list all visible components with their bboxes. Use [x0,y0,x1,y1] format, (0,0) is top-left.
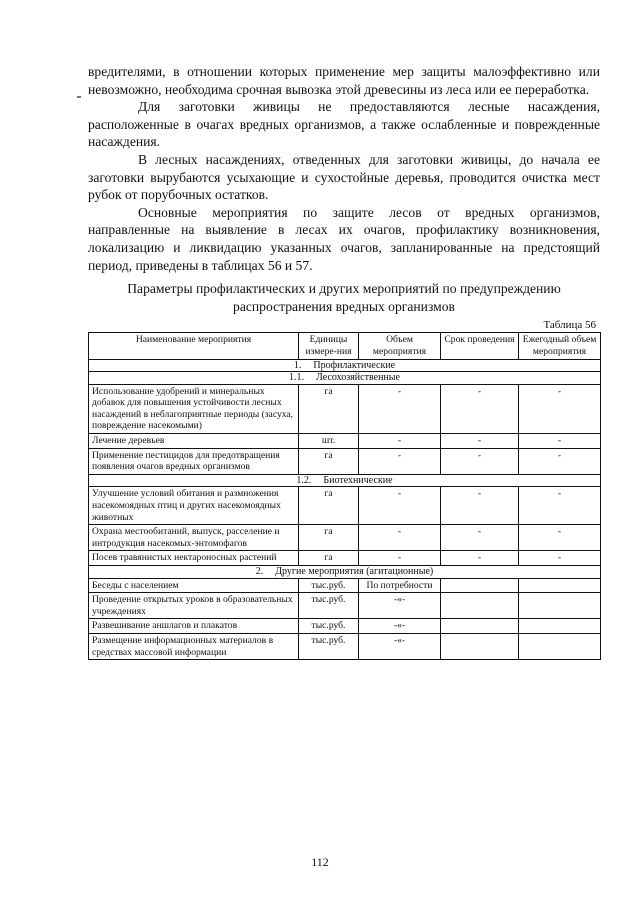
table-heading [88,280,600,315]
table-header-row [89,333,601,359]
cell-name: Проведение открытых уроков в образовательных учреждениях [89,593,299,619]
cell-unit: га [299,487,359,525]
table-row [89,551,601,566]
cell-annual [519,593,601,619]
cell-annual: - [519,384,601,433]
table-56 [88,332,601,660]
cell-term [441,633,519,659]
cell-volume: -«- [359,593,441,619]
cell-unit: тыс.руб. [299,619,359,634]
section-number: 1.1. [289,372,305,384]
cell-name: Размещение информационных материалов в средствах массовой информации [89,633,299,659]
cell-term: - [441,434,519,449]
header-volume: Объем мероприятия [359,333,441,359]
paragraph-2: Для заготовки живицы не предоставляются лесные насаждения, расположенные в очагах вредных организмов, а также ослабленные и поврежденные насаждения. [88,99,600,150]
cell-name: Использование удобрений и минеральных добавок для повышения устойчивости лесных насаждений в неблагоприятные периоды (засуха, повреждение насекомыми) [89,384,299,433]
table-row [89,448,601,474]
cell-term: - [441,384,519,433]
cell-unit: шт. [299,434,359,449]
paragraph-4: Основные мероприятия по защите лесов от вредных организмов, направленные на выявление в лесах их очагов, профилактику возникновения, локализацию и ликвидацию указанных очагов, запланированные на предстоящий период, приведены в таблицах 56 и 57. [88,204,600,273]
cell-annual: - [519,434,601,449]
section-title: Лесохозяйственные [316,372,400,384]
cell-volume: - [359,487,441,525]
section-row [89,566,601,579]
scan-mark [77,96,81,98]
header-name: Наименование мероприятия [89,333,299,359]
section-number: 1.2. [296,474,312,486]
section-title: Другие мероприятия (агитационные) [275,566,434,577]
paragraph-1: вредителями, в отношении которых применение мер защиты малоэффективно или невозможно, необходима срочная вывозка этой древесины из леса или ее переработка. [88,64,600,97]
cell-term [441,578,519,593]
cell-unit: га [299,551,359,566]
table-row [89,619,601,634]
cell-unit: га [299,525,359,551]
cell-unit: га [299,448,359,474]
cell-name: Охрана местообитаний, выпуск, расселение и интродукция насекомых-энтомофагов [89,525,299,551]
section-number: 1. [293,359,302,371]
cell-volume: - [359,525,441,551]
cell-unit: тыс.руб. [299,593,359,619]
cell-name: Улучшение условий обитания и размножения насекомоядных птиц и других насекомоядных животных [89,487,299,525]
cell-name: Лечение деревьев [89,434,299,449]
cell-volume: - [359,384,441,433]
header-term: Срок проведения [441,333,519,359]
cell-volume: -«- [359,633,441,659]
section-row [89,372,601,385]
table-row [89,593,601,619]
cell-term: - [441,551,519,566]
cell-name: Применение пестицидов для предотвращения появления очагов вредных организмов [89,448,299,474]
cell-term: - [441,487,519,525]
cell-name: Посев травянистых нектароносных растений [89,551,299,566]
cell-term [441,593,519,619]
cell-annual [519,578,601,593]
cell-unit: тыс.руб. [299,633,359,659]
page-content [88,63,600,660]
cell-volume: - [359,551,441,566]
cell-annual [519,619,601,634]
table-row [89,384,601,433]
section-title: Профилактические [313,359,396,371]
table-heading-line-2: распространения вредных организмов [233,298,455,314]
cell-name: Беседы с населением [89,578,299,593]
table-body [89,359,601,660]
cell-annual: - [519,525,601,551]
cell-annual: - [519,487,601,525]
section-row [89,359,601,372]
cell-term: - [441,525,519,551]
paragraph-3: В лесных насаждениях, отведенных для заготовки живицы, до начала ее заготовки вырубаются усыхающие и сухостойные деревья, проводится очистка мест рубок от порубочных остатков. [88,151,600,203]
page-number: 112 [311,855,329,869]
cell-term: - [441,448,519,474]
table-row [89,487,601,525]
cell-annual [519,633,601,659]
header-unit: Единицы измере-ния [299,333,359,359]
table-row [89,578,601,593]
cell-volume: - [359,448,441,474]
cell-term [441,619,519,634]
header-annual: Ежегодный объем мероприятия [519,333,601,359]
cell-unit: га [299,384,359,433]
cell-annual: - [519,448,601,474]
table-caption: Таблица 56 [543,319,596,332]
cell-annual: - [519,551,601,566]
cell-name: Развешивание аншлагов и плакатов [89,619,299,634]
table-row [89,525,601,551]
section-row [89,474,601,487]
section-number: 2. [255,566,264,577]
cell-volume: -«- [359,619,441,634]
cell-unit: тыс.руб. [299,578,359,593]
cell-volume: По потребности [359,578,441,593]
table-heading-line-1: Параметры профилактических и других мероприятий по предупреждению [127,281,561,297]
table-row [89,633,601,659]
section-title: Биотехнические [323,474,393,486]
cell-volume: - [359,434,441,449]
table-row [89,434,601,449]
